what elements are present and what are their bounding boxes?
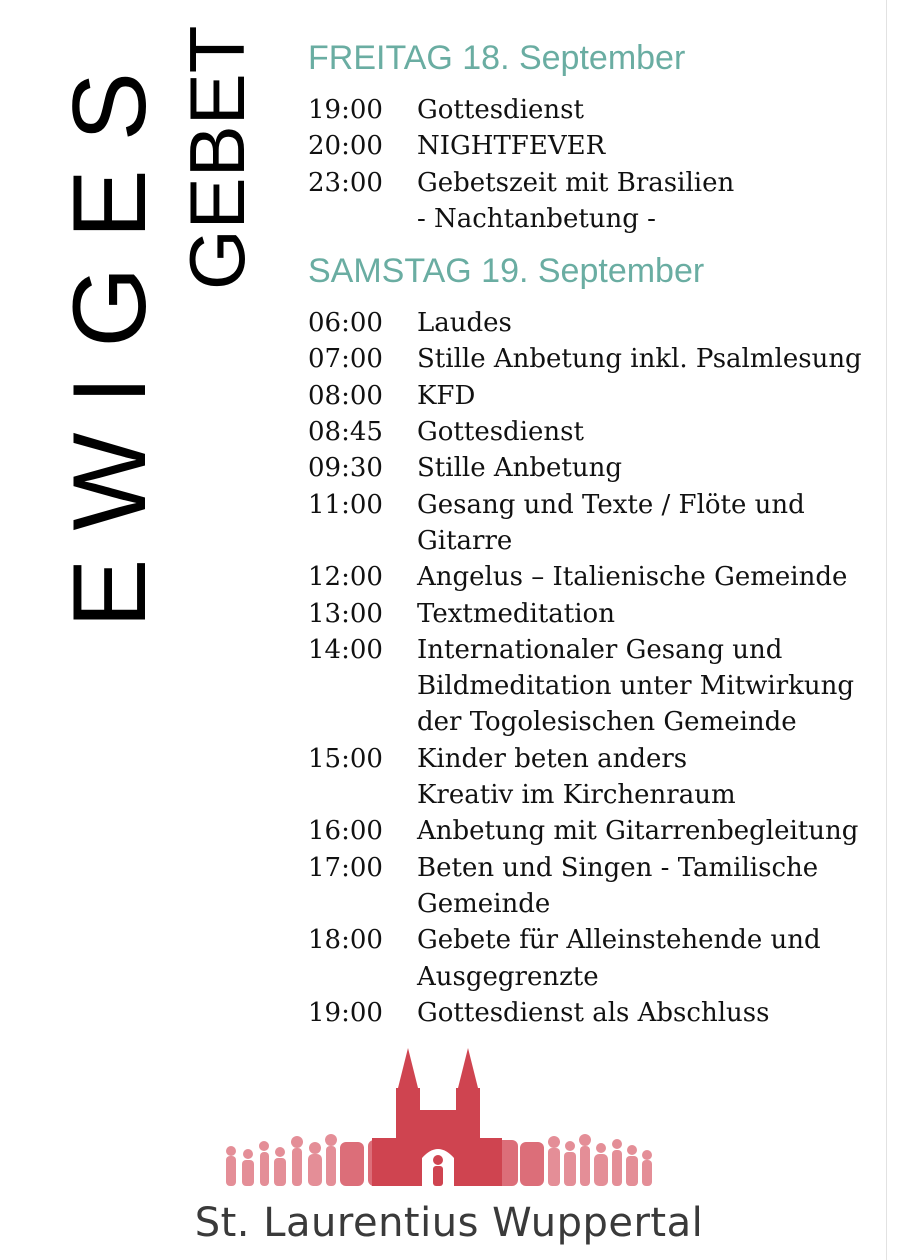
schedule-entry: [308, 165, 868, 201]
entry-title: Angelus – Italienische Gemeinde: [417, 562, 848, 593]
schedule-entry: [308, 523, 868, 559]
schedule-entry: [308, 959, 868, 995]
schedule-entry: [308, 414, 868, 450]
entry-time: 18:00: [308, 925, 383, 956]
entry-time: [308, 959, 417, 995]
church-name: St. Laurentius Wuppertal: [194, 1200, 704, 1246]
schedule-entry: [308, 850, 868, 886]
entry-title: Kinder beten anders: [417, 743, 688, 774]
church-building: [372, 1048, 502, 1186]
entry-time: [308, 777, 417, 813]
entry-time: [308, 886, 417, 922]
schedule-entry: [308, 668, 868, 704]
schedule-entry: [308, 813, 868, 849]
entry-title: Bildmeditation unter Mitwirkung: [417, 671, 855, 702]
entry-time: 14:00: [308, 634, 383, 665]
vertical-title-gebet: GEBET: [173, 25, 261, 290]
entry-title: - Nachtanbetung -: [417, 203, 656, 234]
entry-title: Internationaler Gesang und: [417, 634, 783, 665]
schedule-entry: [308, 92, 868, 128]
entry-title: der Togolesischen Gemeinde: [417, 707, 797, 738]
entry-time: 11:00: [308, 489, 383, 520]
entry-list: [308, 305, 868, 1031]
schedule-entry: [308, 922, 868, 958]
entry-title: Gesang und Texte / Flöte und: [417, 489, 805, 520]
day-heading: FREITAG 18. September: [308, 39, 686, 77]
entry-time: 20:00: [308, 131, 383, 162]
schedule-entry: [308, 559, 868, 595]
entry-title: Gottesdienst: [417, 417, 584, 448]
page-edge-divider: [886, 0, 887, 1260]
church-logo: [222, 1048, 662, 1198]
schedule-entry: [308, 741, 868, 777]
entry-title: Kreativ im Kirchenraum: [417, 780, 736, 811]
entry-title: Gebetszeit mit Brasilien: [417, 167, 735, 198]
entry-time: 07:00: [308, 344, 383, 375]
vertical-title-ewiges: EWIGES: [52, 43, 168, 628]
schedule-entry: [308, 201, 868, 237]
entry-title: KFD: [417, 380, 476, 411]
entry-time: 08:00: [308, 380, 383, 411]
schedule: [308, 38, 868, 1045]
schedule-entry: [308, 378, 868, 414]
entry-title: NIGHTFEVER: [417, 131, 606, 162]
entry-title: Gemeinde: [417, 888, 551, 919]
entry-time: [308, 704, 417, 740]
day-heading: SAMSTAG 19. September: [308, 252, 705, 291]
entry-title: Gebete für Alleinstehende und: [417, 925, 821, 956]
entry-title: Stille Anbetung inkl. Psalmlesung: [417, 344, 862, 375]
schedule-entry: [308, 704, 868, 740]
entry-title: Gitarre: [417, 525, 513, 556]
schedule-entry: [308, 128, 868, 164]
schedule-entry: [308, 305, 868, 341]
schedule-entry: [308, 487, 868, 523]
entry-time: 12:00: [308, 562, 383, 593]
entry-title: Gottesdienst als Abschluss: [417, 997, 770, 1028]
entry-time: 23:00: [308, 167, 383, 198]
schedule-entry: [308, 632, 868, 668]
entry-title: Textmeditation: [417, 598, 615, 629]
schedule-entry: [308, 450, 868, 486]
entry-title: Stille Anbetung: [417, 453, 622, 484]
entry-time: 08:45: [308, 417, 383, 448]
entry-time: 06:00: [308, 308, 383, 339]
entry-time: [308, 668, 417, 704]
entry-title: Beten und Singen - Tamilische: [417, 852, 819, 883]
schedule-entry: [308, 341, 868, 377]
entry-time: 13:00: [308, 598, 383, 629]
entry-title: Ausgegrenzte: [417, 961, 599, 992]
entry-time: 17:00: [308, 852, 383, 883]
entry-list: [308, 92, 868, 237]
day-friday: [308, 38, 868, 237]
entry-title: Anbetung mit Gitarrenbegleitung: [417, 816, 859, 847]
schedule-entry: [308, 596, 868, 632]
entry-time: 09:30: [308, 453, 383, 484]
day-saturday: [308, 251, 868, 1031]
entry-time: 19:00: [308, 997, 383, 1028]
entry-time: [308, 523, 417, 559]
schedule-entry: [308, 886, 868, 922]
entry-title: Gottesdienst: [417, 95, 584, 125]
entry-time: 19:00: [308, 95, 383, 125]
entry-time: [308, 201, 417, 237]
entry-time: 15:00: [308, 743, 383, 774]
schedule-entry: [308, 777, 868, 813]
entry-time: 16:00: [308, 816, 383, 847]
entry-title: Laudes: [417, 308, 512, 339]
schedule-entry: [308, 995, 868, 1031]
